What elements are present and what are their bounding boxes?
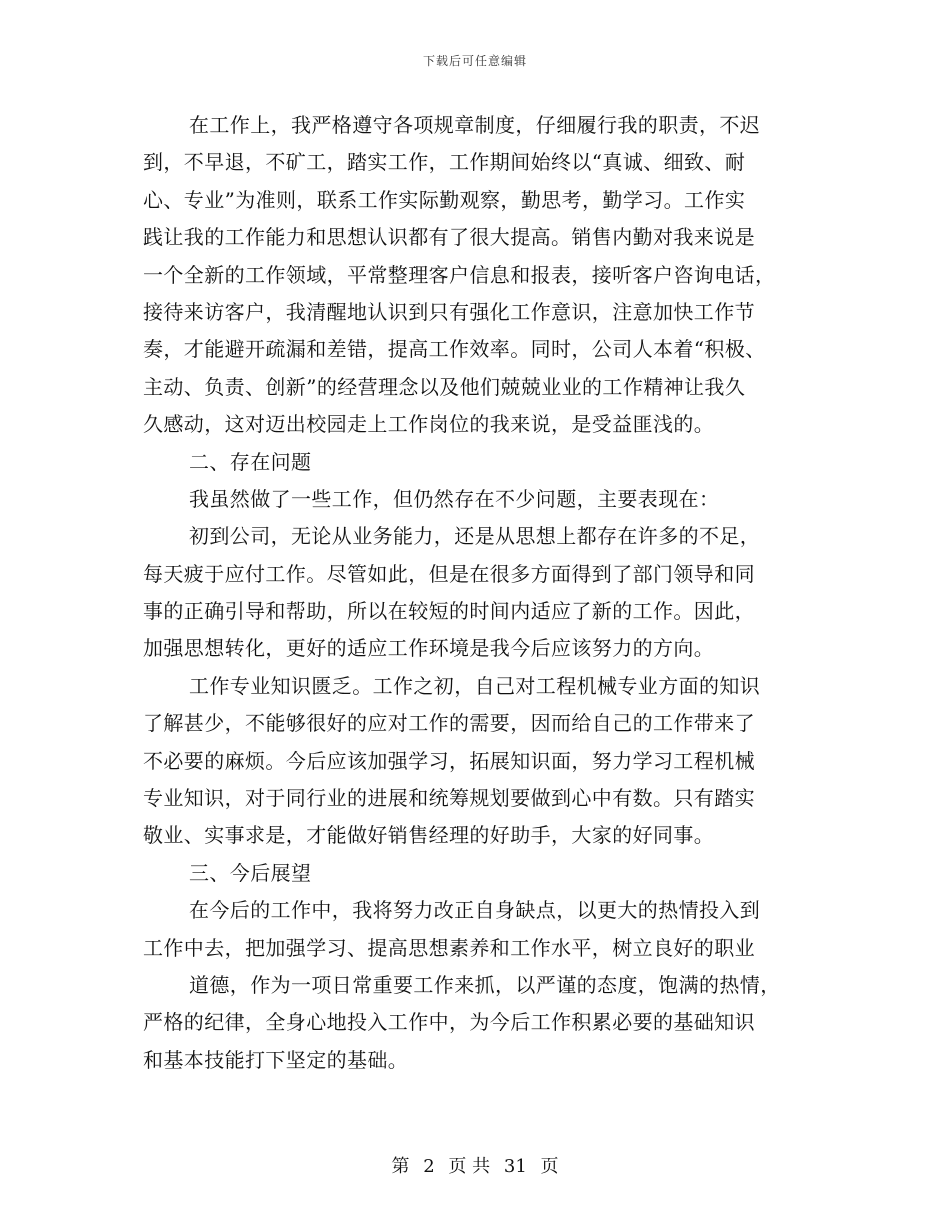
footer-prefix: 第 [391, 1156, 410, 1177]
page-header-note: 下载后可任意编辑 [422, 54, 527, 68]
body-text-line: 初到公司，无论从业务能力，还是从思想上都存在许多的不足， [189, 524, 761, 549]
body-text-line: 二、存在问题 [189, 449, 312, 474]
document-body [143, 107, 815, 1079]
body-text-line: 奏，才能避开疏漏和差错，提高工作效率。同时，公司人本着“积极、 [143, 337, 766, 362]
body-text-line: 严格的纪律，全身心地投入工作中，为今后工作积累必要的基础知识 [143, 1010, 755, 1035]
body-text-line: 专业知识，对于同行业的进展和统筹规划要做到心中有数。只有踏实 [143, 786, 755, 811]
body-text-line: 事的正确引导和帮助，所以在较短的时间内适应了新的工作。因此， [143, 599, 755, 624]
footer-middle: 页 共 [448, 1156, 491, 1177]
body-text-line: 在今后的工作中，我将努力改正自身缺点，以更大的热情投入到 [189, 898, 761, 923]
body-text-line: 心、专业”为准则，联系工作实际勤观察，勤思考，勤学习。工作实 [143, 187, 746, 212]
body-text-line: 敬业、实事求是，才能做好销售经理的好助手，大家的好同事。 [143, 823, 715, 848]
body-text-line: 加强思想转化，更好的适应工作环境是我今后应该努力的方向。 [143, 636, 715, 661]
body-text-line: 接待来访客户，我清醒地认识到只有强化工作意识，注意加快工作节 [143, 299, 755, 324]
body-text-line: 三、今后展望 [189, 860, 312, 885]
footer-total-pages: 31 [503, 1156, 527, 1177]
footer-current-page: 2 [423, 1156, 435, 1177]
body-text-line: 主动、负责、创新”的经营理念以及他们兢兢业业的工作精神让我久 [143, 374, 746, 399]
body-text-line: 不必要的麻烦。今后应该加强学习，拓展知识面，努力学习工程机械 [143, 748, 755, 773]
body-text-line: 久感动，这对迈出校园走上工作岗位的我来说，是受益匪浅的。 [143, 412, 715, 437]
page-footer [0, 1152, 950, 1178]
body-text-line: 工作中去，把加强学习、提高思想素养和工作水平，树立良好的职业 [143, 935, 755, 960]
body-text-line: 在工作上，我严格遵守各项规章制度，仔细履行我的职责，不迟 [189, 113, 761, 137]
body-text-line: 了解甚少，不能够很好的应对工作的需要，因而给自己的工作带来了 [143, 711, 755, 736]
body-text-line: 道德，作为一项日常重要工作来抓，以严谨的态度，饱满的热情， [189, 972, 781, 997]
body-text-line: 和基本技能打下坚定的基础。 [143, 1047, 409, 1072]
body-text-line: 践让我的工作能力和思想认识都有了很大提高。销售内勤对我来说是 [143, 225, 755, 250]
body-text-line: 我虽然做了一些工作，但仍然存在不少问题，主要表现在： [189, 486, 720, 511]
body-text-line: 每天疲于应付工作。尽管如此，但是在很多方面得到了部门领导和同 [143, 561, 755, 586]
body-text-line: 到，不早退，不矿工，踏实工作，工作期间始终以“真诚、细致、耐 [143, 150, 746, 175]
body-text-line: 一个全新的工作领域，平常整理客户信息和报表，接听客户咨询电话， [143, 262, 776, 287]
body-text-line: 工作专业知识匮乏。工作之初，自己对工程机械专业方面的知识 [189, 673, 761, 698]
footer-suffix: 页 [540, 1156, 559, 1177]
